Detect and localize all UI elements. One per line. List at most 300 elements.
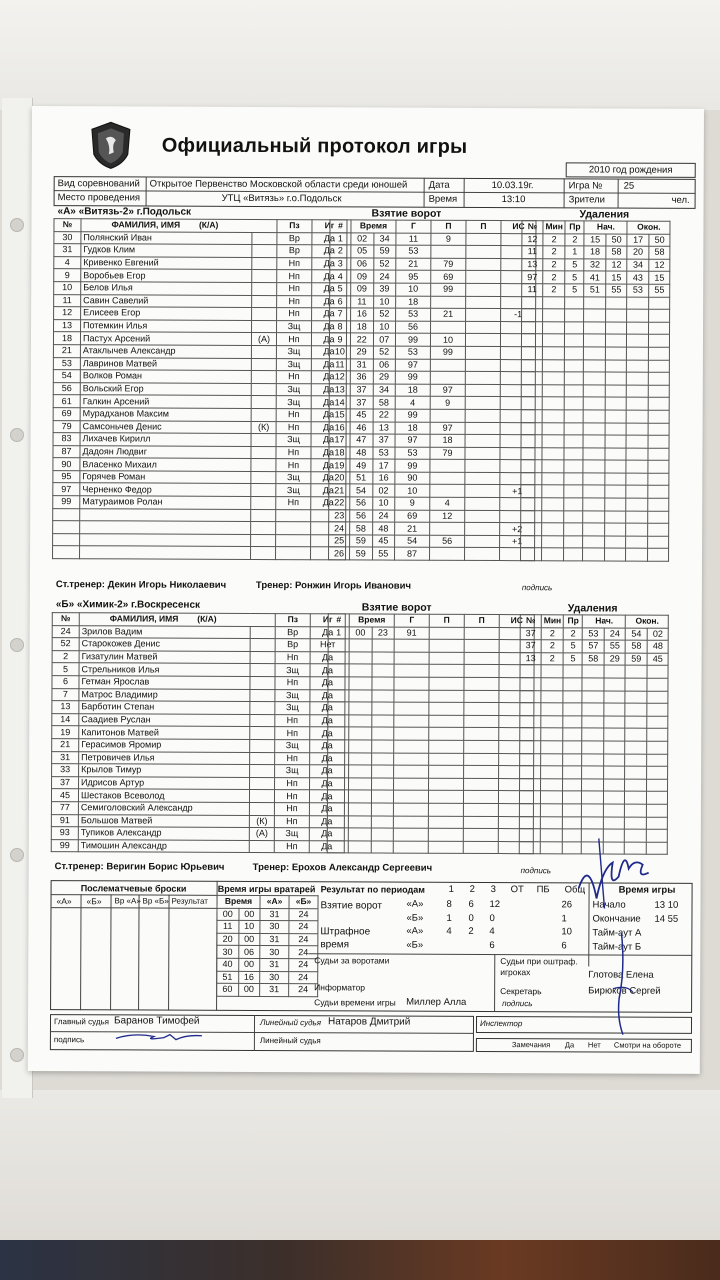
empty-cell (648, 486, 670, 499)
empty-cell (349, 778, 372, 791)
goal-row-cell: 97 (395, 434, 430, 447)
empty-cell (605, 360, 627, 373)
empty-cell (276, 509, 311, 522)
goal-col-situation: ИС (501, 221, 536, 234)
player-name: Гетман Ярослав (79, 676, 250, 689)
goal-row-cell: 07 (373, 333, 396, 346)
empty-cell (519, 829, 540, 842)
roster-row (54, 282, 347, 296)
goal-row-cell: 1 (328, 626, 349, 639)
empty-cell (394, 753, 429, 766)
goal-row (330, 232, 536, 245)
gk-col-time: Время (217, 895, 260, 908)
empty-cell (521, 485, 542, 498)
roster-row (53, 521, 346, 535)
col-role-label: (К/А) (198, 220, 219, 231)
start-label: Начало (592, 899, 626, 911)
gk-cell: 31 (260, 958, 289, 971)
empty-cell (541, 766, 564, 779)
empty-cell (463, 791, 498, 804)
player-role (249, 840, 274, 853)
goal-row-cell: 55 (372, 547, 395, 560)
period-cell: 12 (489, 899, 501, 911)
empty-cell (463, 816, 498, 829)
empty-cell (563, 741, 582, 754)
goal-row (328, 689, 534, 702)
goal-row-cell: 37 (373, 434, 396, 447)
goal-row-cell (430, 409, 465, 422)
goal-row (328, 752, 534, 765)
goal-row-cell: 58 (350, 522, 373, 535)
goal-row-cell (465, 346, 500, 359)
empty-cell (584, 385, 606, 398)
player-role (252, 320, 277, 333)
empty-cell (648, 460, 670, 473)
empty-cell (520, 715, 541, 728)
empty-cell (327, 840, 348, 853)
punch-hole (10, 1048, 24, 1062)
empty-cell (394, 765, 429, 778)
empty-cell (520, 678, 541, 691)
period-row-team: «Б» (406, 939, 424, 951)
goal-row-cell (466, 258, 501, 271)
empty-cell (542, 359, 565, 372)
penalty-row-cell: 2 (543, 284, 566, 297)
goal-row-cell: 10 (329, 346, 350, 359)
gk-cell: 24 (289, 933, 318, 946)
empty-cell (520, 728, 541, 741)
player-number: 6 (52, 676, 79, 689)
player-number: 12 (54, 307, 81, 320)
club-shield-logo (90, 120, 132, 170)
goal-row-cell: -1 (501, 309, 536, 322)
penalty-row-cell: 2 (565, 233, 584, 246)
empty-cell (605, 322, 627, 335)
empty-cell (564, 435, 583, 448)
col-position: Пз (277, 220, 312, 233)
goal-row-cell (465, 434, 500, 447)
roster-row (53, 433, 346, 447)
goal-col-scorer: Г (394, 614, 429, 627)
roster-row (52, 676, 345, 690)
player-position: Нп (276, 333, 311, 346)
player-name: Крылов Тимур (79, 764, 250, 777)
penalty-row (521, 535, 670, 548)
empty-cell (542, 410, 565, 423)
penalty-row (519, 804, 668, 817)
penalty-row-cell: 58 (606, 246, 628, 259)
empty-cell (371, 715, 394, 728)
chief-referee-handwritten-signature (114, 1028, 204, 1044)
goal-row-cell: 19 (329, 459, 350, 472)
goal-row-cell: 95 (396, 270, 431, 283)
period-cell: 2 (468, 925, 474, 937)
empty-cell (328, 778, 349, 791)
goal-row (329, 409, 535, 422)
empty-cell (625, 716, 647, 729)
goal-row-cell: 12 (430, 510, 465, 523)
player-played: Да (309, 815, 344, 828)
background-floor (0, 1240, 720, 1280)
empty-cell (565, 296, 584, 309)
goal-row (329, 434, 535, 447)
empty-cell (464, 640, 499, 653)
empty-cell (463, 803, 498, 816)
empty-cell (583, 460, 605, 473)
roster-row (51, 839, 344, 853)
empty-cell (428, 816, 463, 829)
empty-cell (627, 372, 649, 385)
player-position: Нп (274, 802, 309, 815)
goal-row-cell (465, 460, 500, 473)
penalty-row-cell: 5 (564, 640, 583, 653)
end-value: 14 55 (654, 913, 679, 925)
period-col-2: 2 (469, 883, 475, 895)
empty-cell (371, 790, 394, 803)
penalty-row-cell: 18 (584, 246, 606, 259)
empty-cell (372, 652, 395, 665)
player-position: Зщ (277, 320, 312, 333)
goal-row-cell: 05 (351, 245, 374, 258)
empty-cell (627, 397, 649, 410)
player-position: Зщ (274, 828, 309, 841)
goal-row-cell: 21 (329, 484, 350, 497)
player-played: Да (311, 358, 346, 371)
goal-col-number: # (330, 220, 351, 233)
goal-row-cell: 97 (430, 422, 465, 435)
goal-col-scorer: Г (396, 220, 431, 233)
goal-row-cell: 10 (430, 334, 465, 347)
empty-cell (328, 752, 349, 765)
player-number: 5 (52, 663, 79, 676)
goal-row-cell: 18 (395, 384, 430, 397)
empty-cell (582, 678, 604, 691)
goal-row-cell (430, 460, 465, 473)
empty-cell (583, 536, 605, 549)
time-value: 13:10 (501, 194, 526, 206)
penalty-row-cell: 5 (565, 284, 584, 297)
period-cell: 8 (446, 898, 452, 910)
player-number: 13 (52, 701, 79, 714)
goal-row-cell: 13 (373, 421, 396, 434)
empty-cell (647, 703, 669, 716)
empty-cell (542, 498, 565, 511)
player-number: 54 (53, 370, 80, 383)
empty-cell (80, 534, 251, 547)
empty-cell (564, 473, 583, 486)
goal-row-cell: 54 (350, 484, 373, 497)
gk-cell: 31 (260, 984, 289, 997)
pen-col-number: № (522, 221, 543, 234)
empty-cell (393, 816, 428, 829)
penalty-row (519, 816, 668, 829)
inspector-label: Инспектор (479, 1018, 523, 1029)
game-time-title: Время игры (618, 884, 676, 896)
penalty-row (522, 258, 671, 271)
empty-cell (53, 546, 80, 559)
period-row-team: «А» (406, 925, 424, 937)
empty-cell (349, 652, 372, 665)
empty-cell (348, 803, 371, 816)
goal-row-cell: 99 (395, 371, 430, 384)
roster-row (54, 269, 347, 283)
protocol-title: Официальный протокол игры (161, 134, 468, 158)
empty-cell (371, 702, 394, 715)
goal-row-cell (465, 535, 500, 548)
player-position: Зщ (275, 765, 310, 778)
gk-cell: 00 (238, 958, 260, 971)
penalty-row-cell: 53 (583, 628, 605, 641)
player-position: Нп (276, 459, 311, 472)
empty-cell (429, 765, 464, 778)
empty-cell (428, 841, 463, 854)
player-number: 83 (53, 433, 80, 446)
goal-row-cell (431, 245, 466, 258)
roster-row (53, 357, 346, 371)
shootout-title: Послематчевые броски (80, 883, 187, 894)
empty-cell (521, 548, 542, 561)
gk-row (217, 983, 318, 996)
period-cell: 6 (468, 898, 474, 910)
goal-row-cell: 22 (350, 333, 373, 346)
empty-cell (521, 447, 542, 460)
empty-cell (371, 690, 394, 703)
player-role (249, 790, 274, 803)
empty-cell (625, 678, 647, 691)
empty-cell (605, 334, 627, 347)
goal-row-cell: 9 (395, 497, 430, 510)
empty-cell (328, 639, 349, 652)
player-name: Зрилов Вадим (79, 625, 250, 638)
player-role (251, 371, 276, 384)
gk-cell: 24 (289, 908, 318, 921)
goal-row (328, 652, 534, 665)
gk-time-title: Время игры вратарей (217, 883, 316, 895)
empty-cell (603, 791, 625, 804)
roster-row (53, 508, 346, 522)
empty-cell (563, 728, 582, 741)
shootout-col-gk-b: Вр «Б» (142, 896, 169, 906)
penalty-row-cell: 45 (647, 653, 669, 666)
officials-sign-label: подпись (53, 1035, 85, 1045)
player-name: Белов Илья (81, 282, 252, 295)
player-name: Черненко Федор (80, 483, 251, 496)
goal-col-assist1: П (431, 220, 466, 233)
player-role (250, 689, 275, 702)
empty-cell (625, 791, 647, 804)
empty-cell (464, 677, 499, 690)
goal-row-cell: 24 (373, 270, 396, 283)
goal-row-cell: 39 (373, 283, 396, 296)
empty-cell (541, 778, 564, 791)
gk-cell: 60 (217, 983, 239, 996)
roster-row (52, 650, 345, 664)
empty-cell (582, 716, 604, 729)
empty-cell (394, 715, 429, 728)
empty-cell (583, 435, 605, 448)
penalty-row (521, 347, 670, 360)
player-position: Нп (277, 270, 312, 283)
empty-cell (348, 841, 371, 854)
empty-cell (647, 729, 669, 742)
goal-row (330, 245, 536, 258)
empty-cell (648, 511, 670, 524)
goal-row-cell: 54 (395, 535, 430, 548)
goal-row (329, 346, 535, 359)
goal-row-cell (466, 246, 501, 259)
empty-cell (541, 665, 564, 678)
goal-row (329, 509, 535, 522)
player-position: Нп (276, 421, 311, 434)
goal-row (329, 371, 535, 384)
player-number: 2 (52, 650, 79, 663)
roster-row (53, 546, 346, 560)
goal-row-cell (465, 472, 500, 485)
empty-cell (627, 309, 649, 322)
goal-row-cell (430, 522, 465, 535)
goal-row (328, 639, 534, 652)
goal-row (329, 472, 535, 485)
period-row-team: «Б» (406, 912, 424, 924)
goal-row-cell (465, 523, 500, 536)
roster-row (52, 663, 345, 677)
penalty-row (522, 271, 671, 284)
empty-cell (606, 309, 628, 322)
shootout-col-b: «Б» (86, 896, 102, 907)
pen-col-end: Окон. (627, 221, 670, 234)
penalty-row-cell: 29 (604, 653, 626, 666)
player-name: Большов Матвей (78, 814, 249, 827)
penalty-row (522, 246, 671, 259)
gk-cell: 30 (260, 946, 289, 959)
empty-cell (646, 792, 668, 805)
empty-cell (371, 828, 394, 841)
goal-row-cell: 23 (372, 627, 395, 640)
empty-cell (80, 521, 251, 534)
empty-cell (625, 817, 647, 830)
goal-row (329, 333, 535, 346)
player-played: Да (311, 484, 346, 497)
empty-cell (625, 665, 647, 678)
player-position: Нп (276, 446, 311, 459)
empty-cell (464, 766, 499, 779)
player-role (251, 434, 276, 447)
gk-time-table (216, 895, 318, 997)
empty-cell (371, 765, 394, 778)
empty-cell (327, 828, 348, 841)
empty-cell (564, 536, 583, 549)
penalty-row-cell: 2 (543, 233, 566, 246)
empty-cell (583, 523, 605, 536)
goal-row-cell: 21 (431, 308, 466, 321)
goal-row (329, 384, 535, 397)
player-number: 69 (53, 408, 80, 421)
penalty-row (521, 548, 670, 561)
player-position: Нп (277, 283, 312, 296)
player-played: Да (312, 245, 347, 258)
gk-cell: 00 (217, 908, 239, 921)
timekeeper-label: Судьи времени игры (314, 997, 396, 1008)
player-position: Зщ (275, 740, 310, 753)
player-played: Да (311, 396, 346, 409)
empty-cell (584, 410, 606, 423)
roster-row (52, 688, 345, 702)
empty-cell (522, 309, 543, 322)
empty-cell (542, 510, 565, 523)
roster-row (52, 776, 345, 790)
penalty-row (520, 627, 669, 640)
player-position: Нп (274, 790, 309, 803)
goal-row-cell: 14 (329, 396, 350, 409)
player-number: 90 (53, 458, 80, 471)
goal-row-cell (465, 397, 500, 410)
player-number: 33 (52, 764, 79, 777)
roster-row (51, 814, 344, 828)
goal-row (330, 283, 536, 296)
empty-cell (542, 447, 565, 460)
empty-cell (582, 690, 604, 703)
player-position: Нп (275, 714, 310, 727)
empty-cell (521, 410, 542, 423)
col-position: Пз (275, 614, 310, 627)
goal-row (329, 396, 535, 409)
penalty-row-cell: 2 (541, 653, 564, 666)
roster-row (53, 332, 346, 346)
empty-cell (371, 753, 394, 766)
penalty-row-cell: 58 (626, 640, 648, 653)
protocol-sheet (28, 106, 704, 1074)
team-b-coach: Тренер: Ерохов Александр Сергеевич (252, 861, 433, 874)
penalty-row (521, 523, 670, 536)
goal-row-cell (465, 447, 500, 460)
player-played: Да (310, 727, 345, 740)
roster-row (54, 244, 347, 258)
goal-row-cell: 69 (395, 510, 430, 523)
shootout-col-a: «А» (56, 896, 72, 907)
player-name: Полянский Иван (81, 231, 252, 244)
empty-cell (541, 703, 564, 716)
empty-cell (565, 334, 584, 347)
player-played: Да (312, 270, 347, 283)
goal-row-cell: 53 (372, 447, 395, 460)
goal-row-cell: 45 (350, 409, 373, 422)
empty-cell (428, 791, 463, 804)
penalty-row (521, 422, 670, 435)
player-played: Да (309, 790, 344, 803)
period-col-ot: ОТ (510, 884, 524, 896)
empty-cell (565, 385, 584, 398)
goal-row-cell: 21 (395, 522, 430, 535)
goal-row (329, 459, 535, 472)
penalty-row-cell: 50 (649, 234, 671, 247)
team-b-penalties-title: Удаления (567, 602, 618, 615)
empty-cell (349, 677, 372, 690)
gk-cell: 31 (260, 908, 289, 921)
player-role (252, 295, 277, 308)
pen-col-end: Окон. (626, 615, 669, 628)
player-position: Зщ (276, 358, 311, 371)
col-name (79, 613, 275, 626)
empty-cell (603, 804, 625, 817)
empty-cell (542, 422, 565, 435)
empty-cell (648, 536, 670, 549)
goal-row-cell: 06 (351, 258, 374, 271)
empty-cell (522, 321, 543, 334)
goal-row-cell: 10 (372, 497, 395, 510)
empty-cell (605, 473, 627, 486)
goal-row (327, 815, 533, 828)
player-number: 53 (53, 357, 80, 370)
